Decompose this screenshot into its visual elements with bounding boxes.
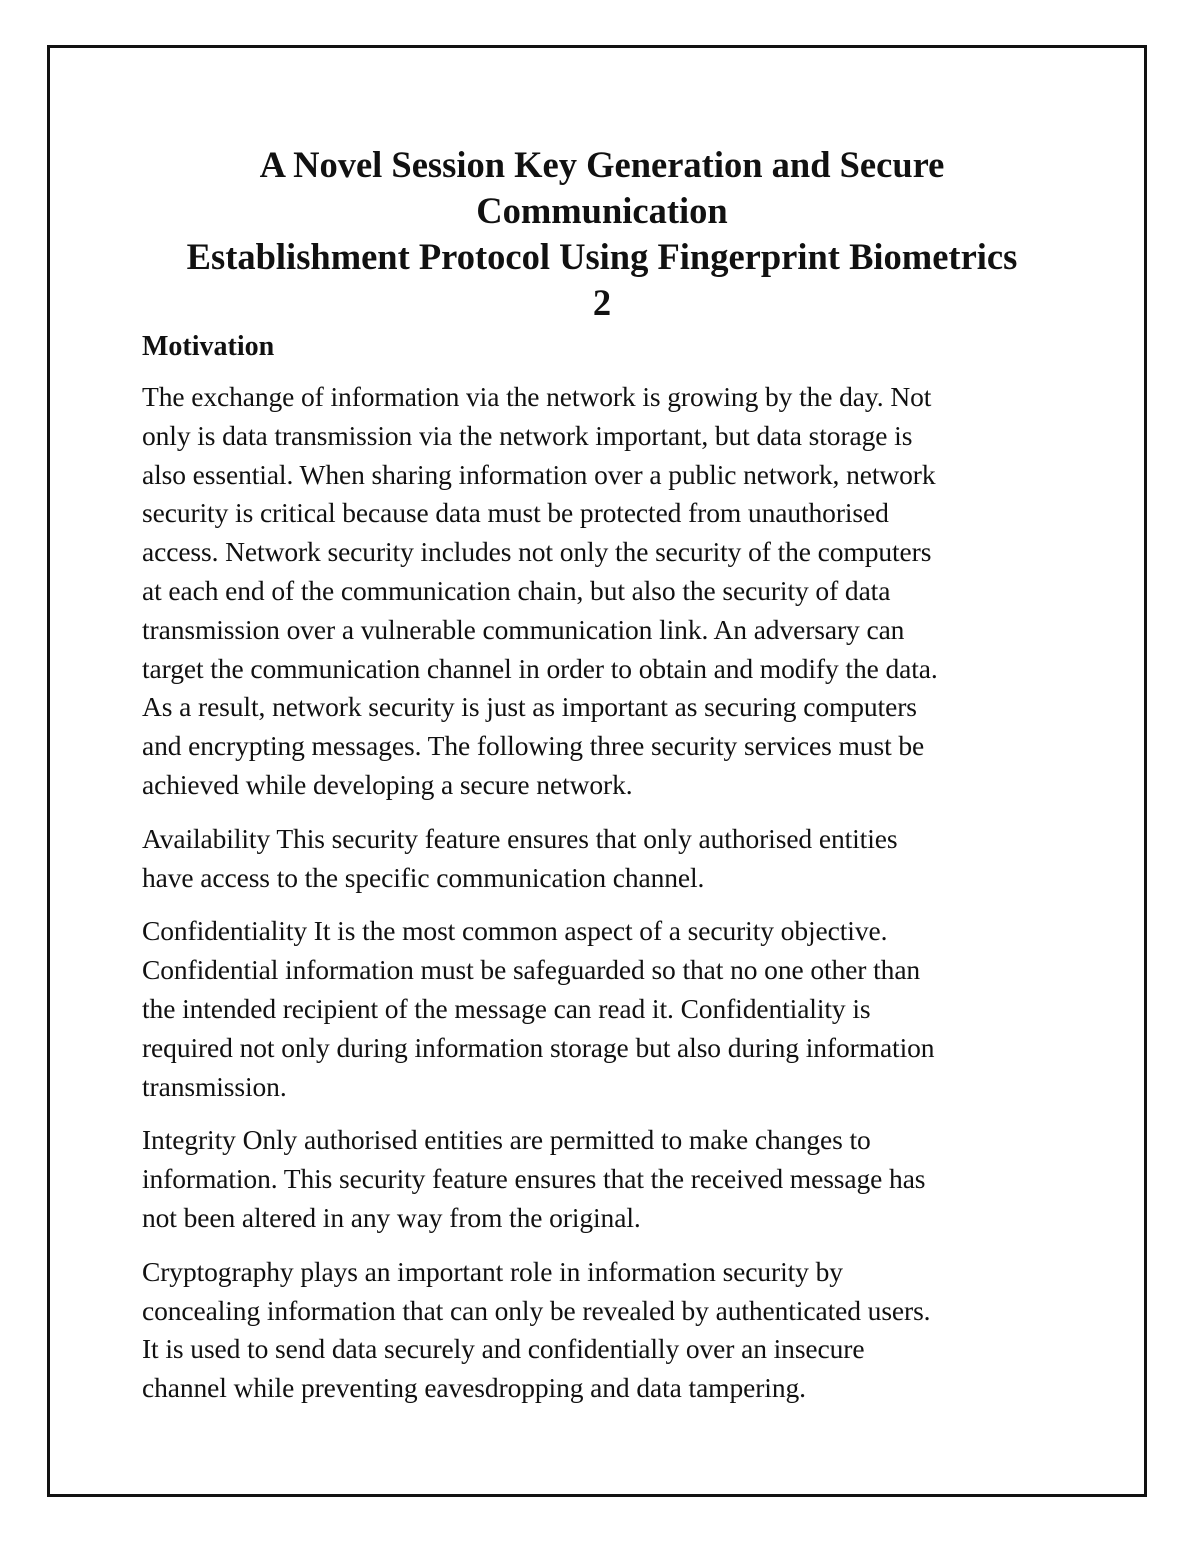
- text-line: concealing information that can only be revealed by authenticated users.: [142, 1294, 931, 1326]
- text-line: Confidentiality It is the most common aspect of a security objective.: [142, 915, 888, 947]
- text-line: achieved while developing a secure network.: [142, 768, 633, 800]
- text-line: also essential. When sharing information over a public network, network: [142, 458, 936, 490]
- text-line: required not only during information storage but also during information: [142, 1031, 935, 1063]
- text-line: transmission.: [142, 1070, 287, 1102]
- text-line: at each end of the communication chain, but also the security of data: [142, 574, 891, 606]
- title-line: Establishment Protocol Using Fingerprint Biometrics: [186, 236, 1018, 277]
- text-line: not been altered in any way from the original.: [142, 1201, 641, 1233]
- text-line: the intended recipient of the message can read it. Confidentiality is: [142, 992, 871, 1024]
- title-line: A Novel Session Key Generation and Secure: [259, 144, 945, 185]
- text-line: As a result, network security is just as important as securing computers: [142, 691, 917, 723]
- title-line: Communication: [476, 190, 728, 231]
- text-line: target the communication channel in order to obtain and modify the data.: [142, 652, 938, 684]
- text-line: The exchange of information via the network is growing by the day. Not: [142, 381, 932, 412]
- text-line: information. This security feature ensures that the received message has: [142, 1163, 926, 1195]
- paragraph-motivation: [142, 378, 1062, 805]
- text-line: Availability This security feature ensures that only authorised entities: [142, 822, 898, 854]
- paragraph-availability: [142, 820, 1062, 898]
- text-line: have access to the specific communication channel.: [142, 861, 705, 893]
- text-line: and encrypting messages. The following three security services must be: [142, 730, 925, 762]
- title-line: 2: [592, 282, 612, 323]
- text-line: only is data transmission via the network important, but data storage is: [142, 419, 913, 451]
- document-title: [142, 142, 1062, 326]
- text-line: It is used to send data securely and confidentially over an insecure: [142, 1333, 865, 1365]
- document-body: [142, 142, 1062, 1408]
- text-line: Integrity Only authorised entities are permitted to make changes to: [142, 1124, 871, 1156]
- text-line: Confidential information must be safeguarded so that no one other than: [142, 954, 921, 986]
- section-heading: Motivation: [142, 331, 275, 362]
- text-line: Cryptography plays an important role in information security by: [142, 1255, 843, 1287]
- text-line: access. Network security includes not only the security of the computers: [142, 536, 932, 568]
- paragraph-confidentiality: [142, 912, 1062, 1106]
- paragraph-integrity: [142, 1121, 1062, 1237]
- paragraph-cryptography: [142, 1253, 1062, 1408]
- text-line: security is critical because data must be protected from unauthorised: [142, 497, 889, 529]
- text-line: channel while preventing eavesdropping and data tampering.: [142, 1372, 806, 1404]
- text-line: transmission over a vulnerable communication link. An adversary can: [142, 613, 905, 645]
